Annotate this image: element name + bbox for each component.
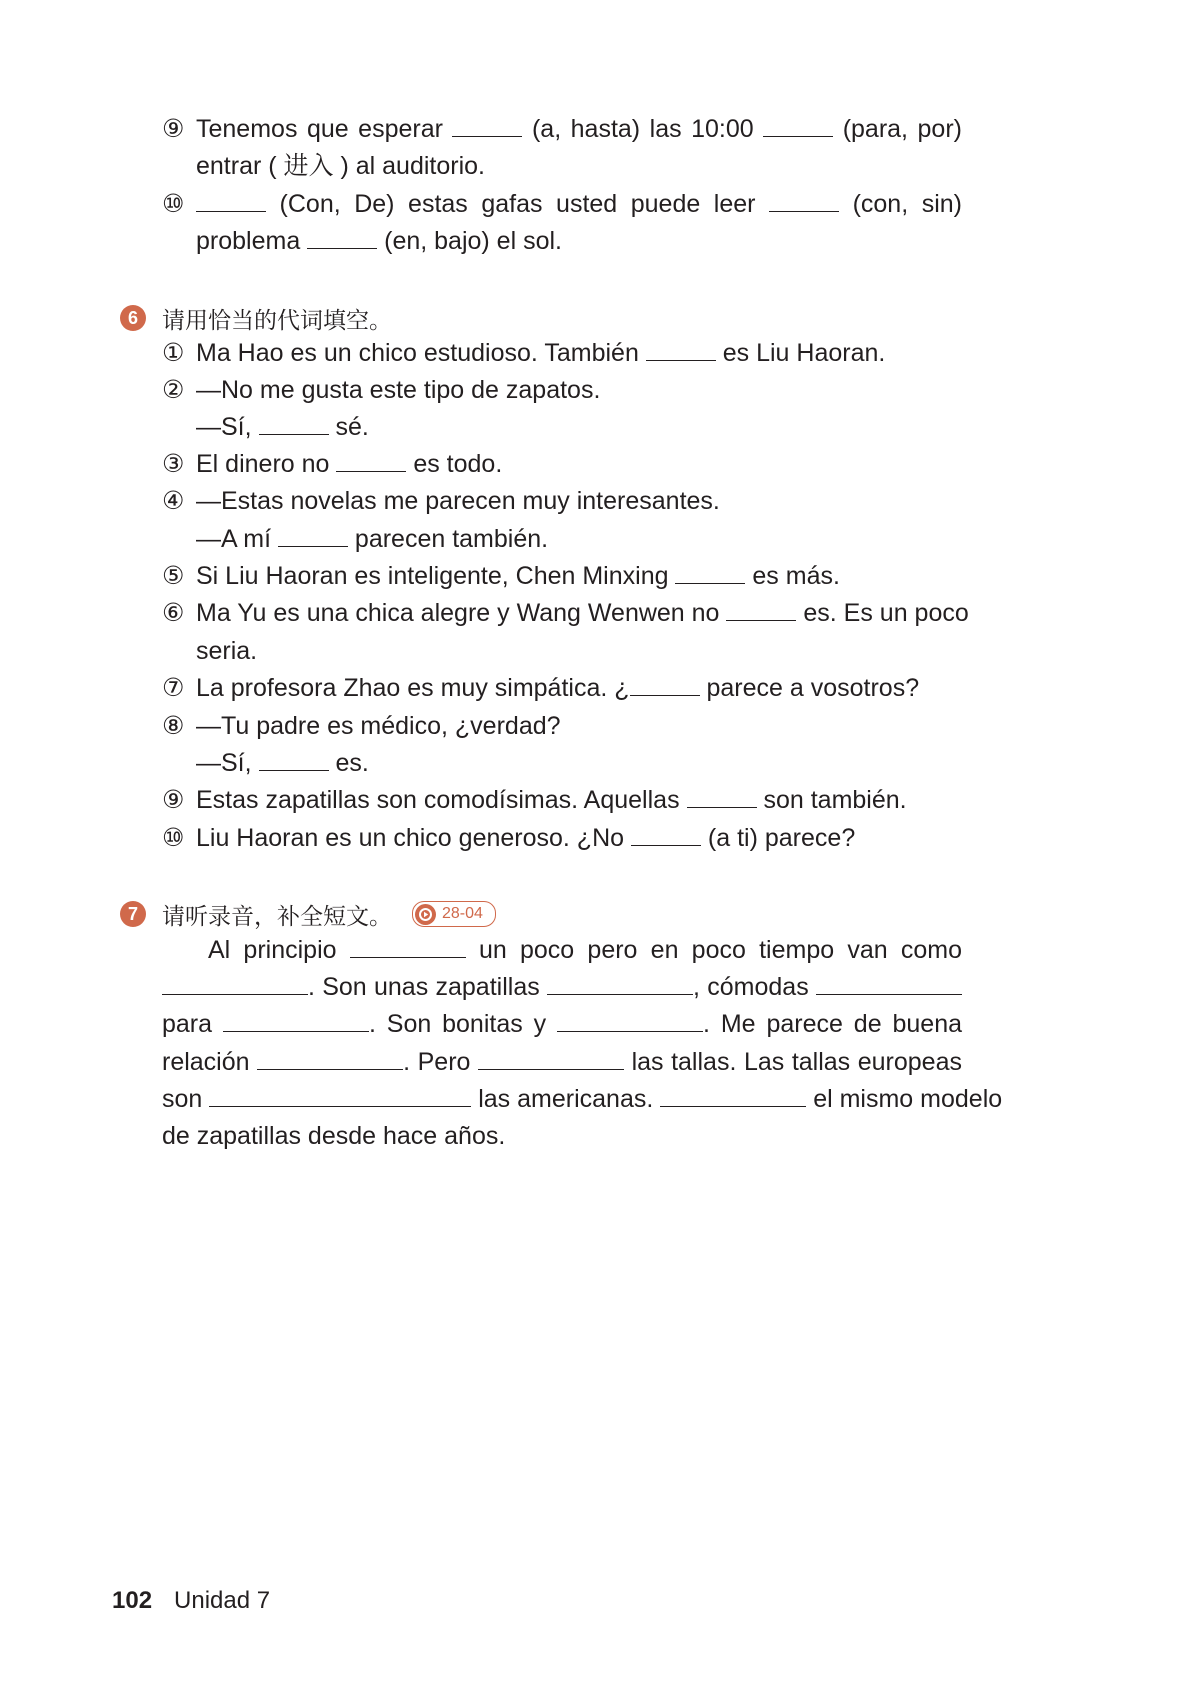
s6-item-3: ③ El dinero no es todo.	[162, 450, 503, 478]
answer-blank[interactable]	[687, 785, 757, 808]
s7-line-6: de zapatillas desde hace años.	[162, 1122, 506, 1150]
answer-blank[interactable]	[162, 972, 308, 995]
answer-blank[interactable]	[631, 823, 701, 846]
s6-item-2-reply: —Sí, sé.	[196, 413, 369, 441]
unit-label: Unidad 7	[174, 1587, 271, 1614]
answer-blank[interactable]	[478, 1047, 624, 1070]
s7-line-3: para . Son bonitas y . Me parece de buena	[162, 1010, 962, 1038]
section-title: 请用恰当的代词填空。	[162, 307, 392, 334]
s6-item-4: ④ —Estas novelas me parecen muy interesantes.	[162, 487, 720, 515]
section-title: 请听录音，补全短文。	[162, 903, 392, 930]
answer-blank[interactable]	[307, 226, 377, 249]
answer-blank[interactable]	[278, 524, 348, 547]
answer-blank[interactable]	[196, 189, 266, 212]
answer-blank[interactable]	[259, 748, 329, 771]
exercise5-item-10: ⑩ (Con, De) estas gafas usted puede leer (con, sin)	[162, 190, 962, 218]
answer-blank[interactable]	[763, 114, 833, 137]
section-7-header	[120, 897, 496, 931]
s6-item-8: ⑧ —Tu padre es médico, ¿verdad?	[162, 712, 561, 740]
answer-blank[interactable]	[336, 449, 406, 472]
play-icon	[415, 904, 436, 925]
answer-blank[interactable]	[209, 1084, 471, 1107]
s6-item-8-reply: —Sí, es.	[196, 749, 369, 777]
audio-track-label: 28-04	[442, 905, 483, 922]
section-6-header	[120, 301, 392, 335]
s6-item-6-cont: seria.	[196, 637, 258, 665]
item-number: ⑩	[162, 190, 185, 218]
s6-item-10: ⑩ Liu Haoran es un chico generoso. ¿No (a ti) parece?	[162, 824, 856, 852]
s6-item-6: ⑥ Ma Yu es una chica alegre y Wang Wenwen no es. Es un poco	[162, 599, 969, 627]
answer-blank[interactable]	[350, 935, 466, 958]
answer-blank[interactable]	[660, 1084, 806, 1107]
answer-blank[interactable]	[630, 673, 700, 696]
answer-blank[interactable]	[547, 972, 693, 995]
item-number: ⑨	[162, 115, 185, 143]
s6-item-4-reply: —A mí parecen también.	[196, 525, 549, 553]
answer-blank[interactable]	[675, 561, 745, 584]
s6-item-9: ⑨ Estas zapatillas son comodísimas. Aquellas son también.	[162, 786, 907, 814]
answer-blank[interactable]	[726, 598, 796, 621]
exercise5-item-10-cont: problema (en, bajo) el sol.	[196, 227, 562, 255]
exercise5-item-9-cont: entrar ( 进入 ) al auditorio.	[196, 152, 485, 180]
answer-blank[interactable]	[452, 114, 522, 137]
audio-track-button[interactable]	[412, 901, 496, 927]
answer-blank[interactable]	[646, 338, 716, 361]
s7-line-2: . Son unas zapatillas , cómodas	[162, 972, 962, 1002]
exercise5-item-9: ⑨ Tenemos que esperar (a, hasta) las 10:00 (para, por)	[162, 115, 962, 143]
section-number-badge: 6	[120, 305, 146, 331]
answer-blank[interactable]	[223, 1009, 369, 1032]
s6-item-1: ① Ma Hao es un chico estudioso. También es Liu Haoran.	[162, 339, 886, 367]
s6-item-7: ⑦ La profesora Zhao es muy simpática. ¿ parece a vosotros?	[162, 674, 920, 702]
page-footer	[112, 1586, 270, 1616]
answer-blank[interactable]	[259, 412, 329, 435]
answer-blank[interactable]	[769, 189, 839, 212]
answer-blank[interactable]	[816, 972, 962, 995]
s7-line-1: Al principio un poco pero en poco tiempo van como	[208, 936, 962, 964]
s7-line-4: relación . Pero las tallas. Las tallas europeas	[162, 1048, 962, 1076]
s6-item-2: ② —No me gusta este tipo de zapatos.	[162, 376, 601, 404]
section-number-badge: 7	[120, 901, 146, 927]
s6-item-5: ⑤ Si Liu Haoran es inteligente, Chen Minxing es más.	[162, 562, 840, 590]
answer-blank[interactable]	[557, 1009, 703, 1032]
s7-line-5: son las americanas. el mismo modelo	[162, 1085, 1003, 1113]
page-number: 102	[112, 1587, 153, 1614]
answer-blank[interactable]	[257, 1047, 403, 1070]
